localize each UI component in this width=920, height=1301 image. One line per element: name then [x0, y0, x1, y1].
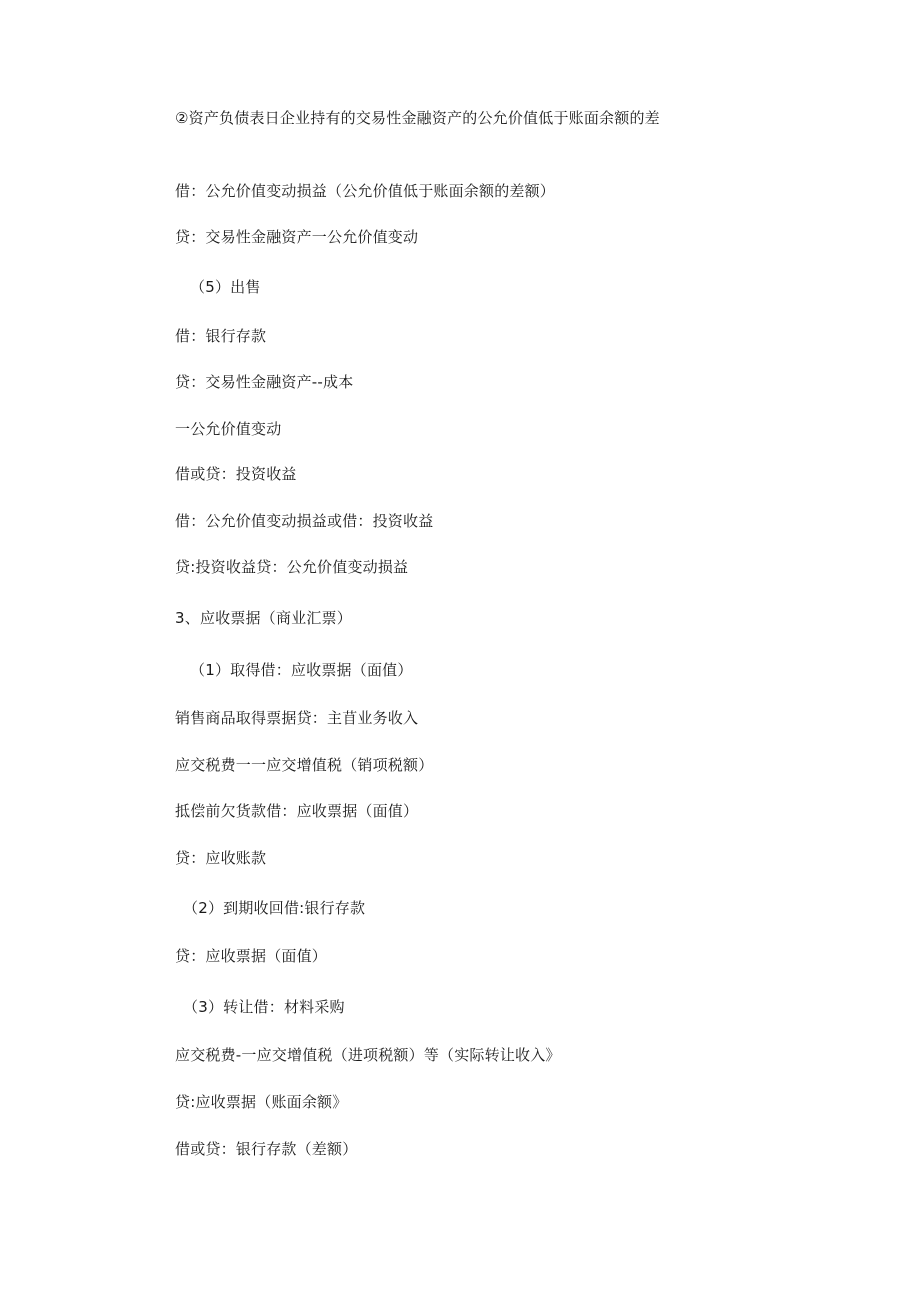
- text-line-13: 销售商品取得票据贷：主苜业务收入: [175, 709, 419, 727]
- text-line-21: 贷:应收票据（账面余额》: [175, 1093, 348, 1111]
- text-line-17: （2）到期收回借:银行存款: [183, 899, 366, 917]
- text-line-15: 抵偿前欠货款借：应收票据（面值）: [175, 802, 419, 820]
- text-line-6: 贷：交易性金融资产--成本: [175, 373, 354, 391]
- text-line-22: 借或贷：银行存款（差额）: [175, 1140, 358, 1158]
- text-line-16: 贷：应收账款: [175, 849, 267, 867]
- text-line-18: 贷：应收票据（面值）: [175, 947, 328, 965]
- text-line-2: 借：公允价值变动损益（公允价值低于账面余额的差额）: [175, 182, 556, 200]
- text-line-14: 应交税费一一应交增值税（销项税额）: [175, 756, 434, 774]
- text-line-3: 贷：交易性金融资产一公允价值变动: [175, 228, 419, 246]
- text-line-19: （3）转让借：材料采购: [183, 998, 345, 1016]
- text-line-20: 应交税费-一应交增值税（进项税额）等（实际转让收入》: [175, 1046, 561, 1064]
- text-line-9: 借：公允价值变动损益或借：投资收益: [175, 512, 434, 530]
- text-line-1: ②资产负债表日企业持有的交易性金融资产的公允价值低于账面余额的差: [175, 109, 660, 127]
- text-line-11: 3、应收票据（商业汇票）: [175, 609, 352, 627]
- text-line-4: （5）出售: [190, 278, 261, 296]
- text-line-12: （1）取得借：应收票据（面值）: [190, 661, 413, 679]
- text-line-5: 借：银行存款: [175, 327, 267, 345]
- text-line-7: 一公允价值变动: [175, 420, 282, 438]
- text-line-8: 借或贷：投资收益: [175, 465, 297, 483]
- text-line-10: 贷:投资收益贷：公允价值变动损益: [175, 558, 409, 576]
